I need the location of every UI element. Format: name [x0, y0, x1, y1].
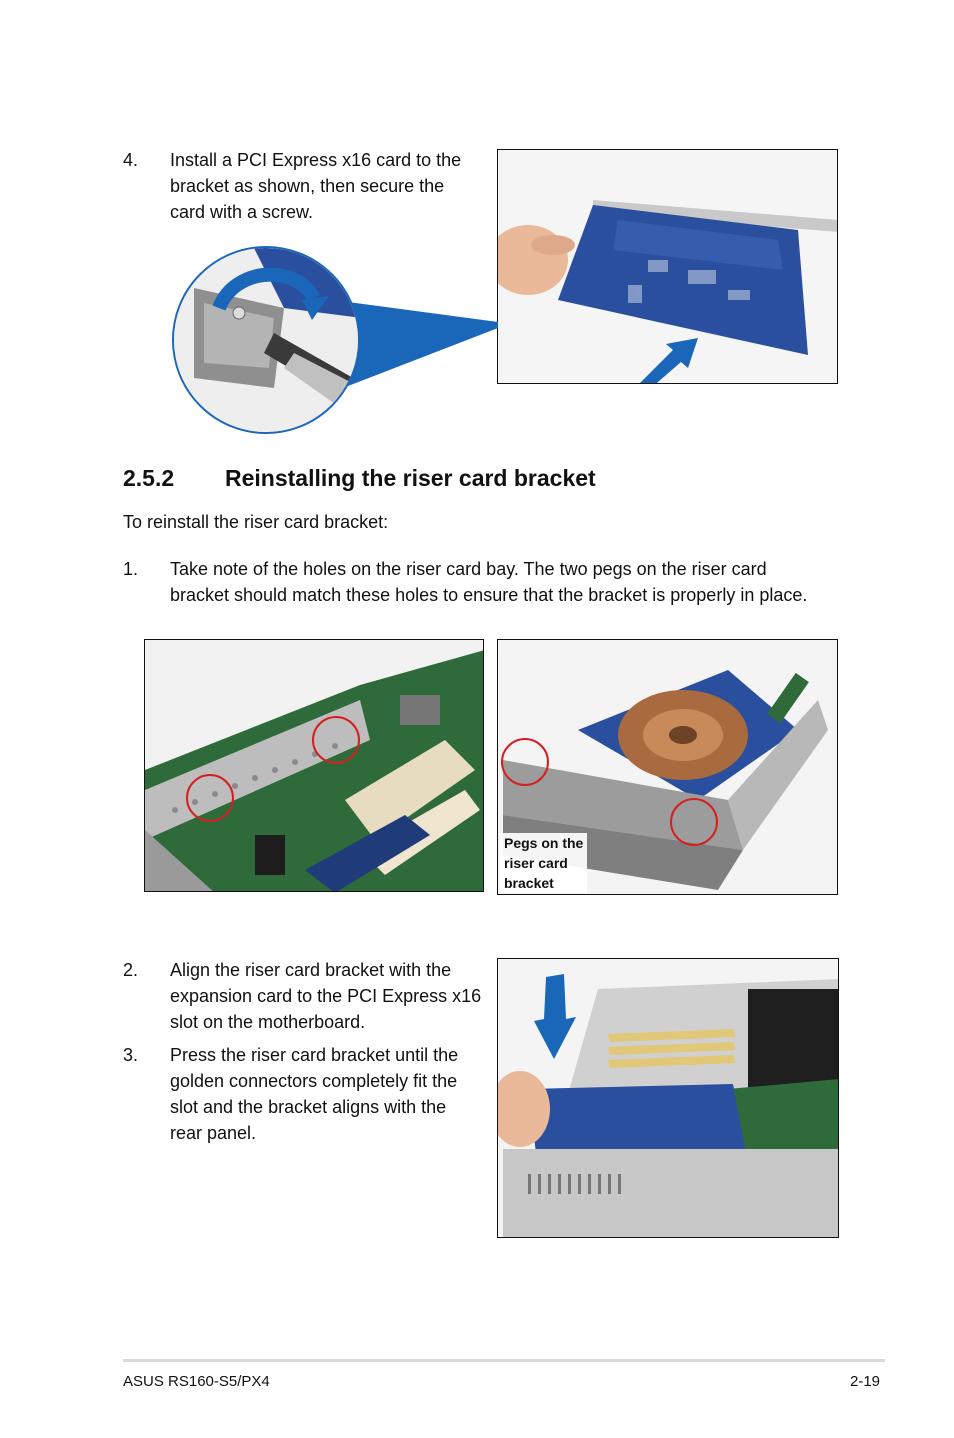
section-number: 2.5.2 [123, 465, 175, 491]
footer-product: ASUS RS160-S5/PX4 [123, 1373, 270, 1390]
step-3-text: Press the riser card bracket until the golden connectors completely fit the slot and the bracket aligns with the rear panel. [170, 1045, 459, 1143]
step-3-number: 3. [123, 1045, 139, 1065]
photo-bracket-pegs [497, 639, 838, 895]
step-1-number: 1. [123, 559, 139, 579]
step-2-text: Align the riser card bracket with the expansion card to the PCI Express x16 slot on the motherboard. [170, 960, 482, 1032]
section-intro: To reinstall the riser card bracket: [123, 512, 389, 532]
footer-page-number: 2-19 [850, 1373, 881, 1390]
step-4-text: Install a PCI Express x16 card to the bracket as shown, then secure the card with a screw. [170, 150, 462, 222]
pegs-caption-line-3: bracket [504, 875, 554, 891]
step-1-text: Take note of the holes on the riser card bay. The two pegs on the riser card bracket should match these holes to ensure that the bracket is properly in place. [170, 559, 808, 605]
section-title: Reinstalling the riser card bracket [225, 465, 596, 491]
photo-install-card [497, 149, 838, 384]
pegs-caption [500, 833, 587, 893]
pegs-caption-line-1: Pegs on the [504, 835, 584, 851]
photo-press-bracket [497, 958, 839, 1238]
step-4-number: 4. [123, 150, 139, 170]
footer-rule [123, 1359, 885, 1362]
pegs-caption-line-2: riser card [504, 855, 568, 871]
photo-riser-bay-holes [144, 639, 484, 892]
step-2-number: 2. [123, 960, 139, 980]
zoom-inset [172, 246, 360, 434]
